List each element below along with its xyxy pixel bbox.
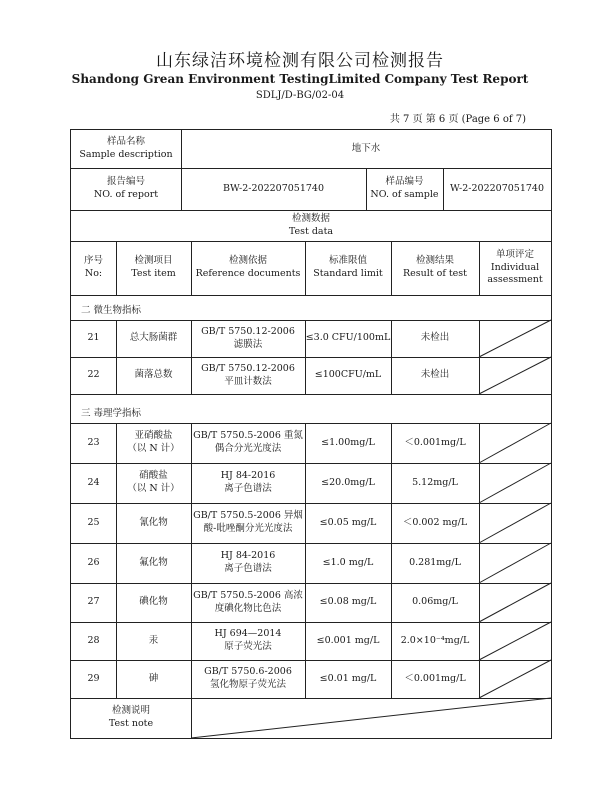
- row-reference: GB/T 5750.5-2006 异烟 酸-吡唑酮分光光度法: [193, 510, 303, 534]
- row-reference: HJ 84-2016 离子色谱法: [220, 550, 276, 574]
- document-code: SDLJ/D-BG/02-04: [255, 90, 345, 101]
- row-result: 0.06mg/L: [412, 596, 458, 608]
- col-header-item: 检测项目 Test item: [131, 255, 176, 279]
- test-note-label: 检测说明 Test note: [108, 705, 154, 729]
- col-header-assessment: 单项评定 Individual assessment: [487, 248, 543, 286]
- row-limit: ≤0.01 mg/L: [319, 672, 377, 684]
- row-test-item: 碘化物: [139, 596, 168, 608]
- row-number: 24: [87, 476, 100, 488]
- row-result: 5.12mg/L: [412, 476, 458, 488]
- report-number-label: 报告编号 NO. of report: [93, 176, 159, 200]
- row-limit: ≤0.001 mg/L: [316, 634, 380, 646]
- row-result: 未检出: [420, 369, 450, 381]
- row-result: ＜0.001mg/L: [404, 436, 466, 448]
- report-number-value: BW-2-202207051740: [222, 182, 325, 194]
- row-test-item: 菌落总数: [134, 369, 173, 381]
- col-header-result: 检测结果 Result of test: [402, 255, 468, 279]
- row-test-item: 总大肠菌群: [129, 332, 178, 344]
- row-number: 29: [87, 672, 100, 684]
- col-header-limit: 标准限值 Standard limit: [313, 255, 383, 279]
- row-limit: ≤0.05 mg/L: [319, 516, 377, 528]
- col-header-no: 序号 No:: [83, 255, 103, 279]
- row-number: 26: [87, 556, 100, 568]
- row-test-item: 硝酸盐 （以 N 计）: [127, 470, 180, 494]
- sample-description-value: 地下水: [351, 142, 381, 154]
- row-number: 21: [87, 332, 100, 344]
- section-toxicology: 三 毒理学指标: [81, 408, 142, 419]
- row-reference: GB/T 5750.12-2006 平皿计数法: [201, 362, 295, 387]
- row-number: 25: [87, 516, 100, 528]
- row-limit: ≤20.0mg/L: [321, 476, 375, 488]
- row-limit: ≤3.0 CFU/100mL: [305, 332, 391, 344]
- row-reference: GB/T 5750.6-2006 氢化物原子荧光法: [204, 666, 292, 690]
- row-test-item: 亚硝酸盐 （以 N 计）: [127, 430, 180, 454]
- row-number: 28: [87, 634, 100, 646]
- section-microbial: 二 微生物指标: [81, 305, 142, 316]
- row-reference: HJ 694—2014 原子荧光法: [214, 628, 282, 652]
- row-number: 23: [87, 436, 100, 448]
- sample-number-value: W-2-202207051740: [449, 182, 545, 194]
- sample-description-label: 样品名称 Sample description: [79, 136, 173, 160]
- sample-number-label: 样品编号 NO. of sample: [370, 176, 439, 200]
- row-test-item: 氟化物: [139, 556, 168, 568]
- row-test-item: 砷: [148, 672, 159, 684]
- report-title-cn: 山东绿洁环境检测有限公司检测报告: [156, 51, 444, 71]
- row-reference: GB/T 5750.5-2006 高浓 度碘化物比色法: [193, 589, 303, 614]
- row-limit: ≤100CFU/mL: [314, 369, 382, 381]
- row-number: 27: [87, 596, 100, 608]
- col-header-reference: 检测依据 Reference documents: [195, 255, 301, 279]
- row-result: ＜0.001mg/L: [404, 672, 466, 684]
- row-limit: ≤1.00mg/L: [321, 436, 375, 448]
- row-limit: ≤1.0 mg/L: [322, 556, 374, 568]
- row-reference: HJ 84-2016 离子色谱法: [220, 470, 276, 494]
- row-test-item: 氰化物: [139, 516, 168, 528]
- row-result: 0.281mg/L: [409, 556, 461, 568]
- report-title-en: Shandong Grean Environment TestingLimited Company Test Report: [71, 72, 529, 86]
- row-result: ＜0.002 mg/L: [402, 516, 468, 528]
- row-reference: GB/T 5750.5-2006 重氮 偶合分光光度法: [193, 430, 303, 454]
- test-data-heading: 检测数据 Test data: [288, 212, 334, 237]
- row-result: 2.0×10⁻⁴mg/L: [400, 634, 470, 646]
- row-result: 未检出: [420, 332, 450, 344]
- row-limit: ≤0.08 mg/L: [319, 596, 377, 608]
- report-table: [70, 129, 552, 739]
- row-number: 22: [87, 369, 100, 381]
- page-number: 共 7 页 第 6 页 (Page 6 of 7): [389, 114, 526, 125]
- row-reference: GB/T 5750.12-2006 滤膜法: [201, 325, 295, 350]
- row-test-item: 汞: [148, 634, 159, 646]
